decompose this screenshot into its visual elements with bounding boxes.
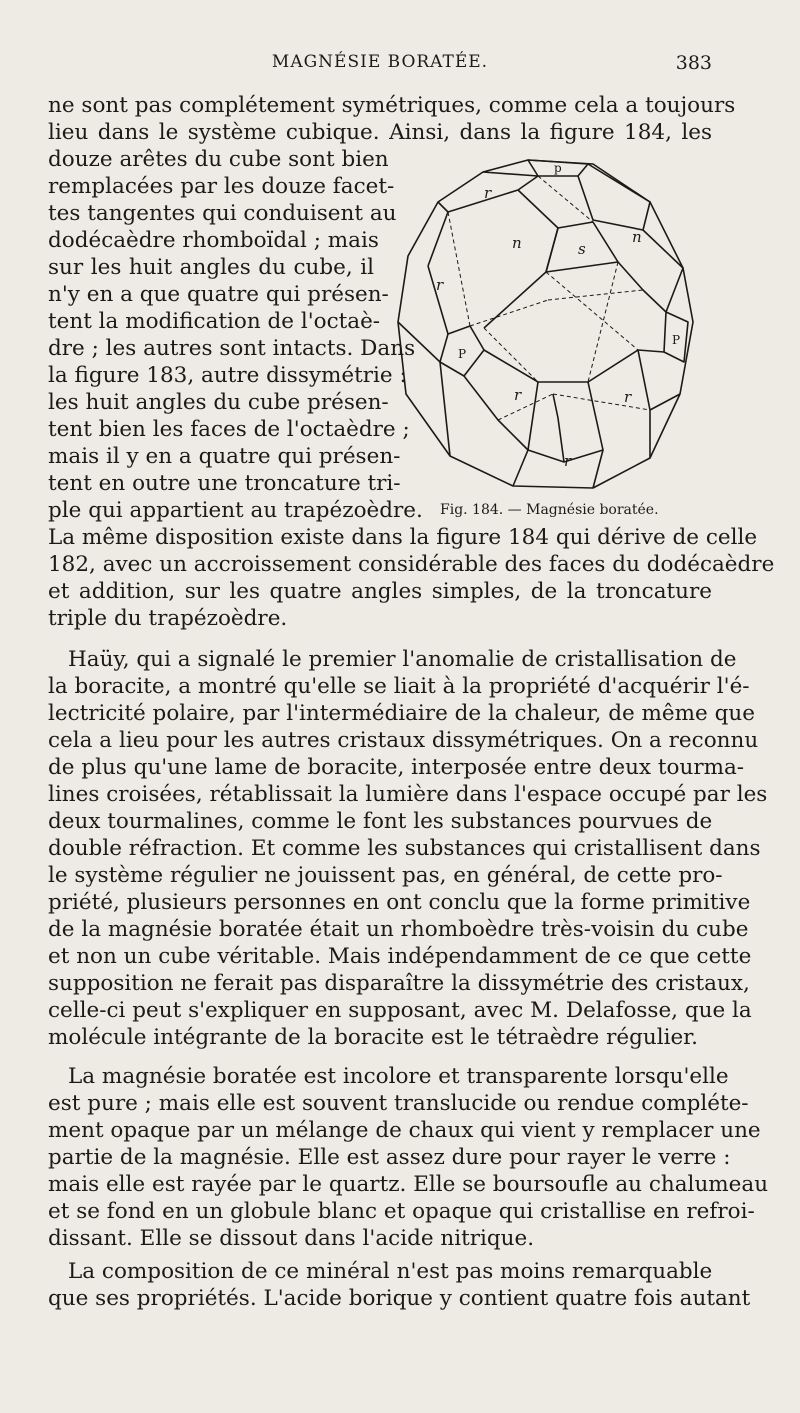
boracite-crystal-drawing xyxy=(388,150,710,502)
text-line: supposition ne ferait pas disparaître la dissymétrie des cristaux, xyxy=(48,971,750,996)
text-line: celle-ci peut s'expliquer en supposant, avec M. Delafosse, que la xyxy=(48,998,752,1023)
text-line: 182, avec un accroissement considérable des faces du dodécaèdre xyxy=(48,552,775,577)
text-line: triple du trapézoèdre. xyxy=(48,606,288,631)
face-label-r-bottom: r xyxy=(564,452,572,470)
text-line: n'y en a que quatre qui présen- xyxy=(48,282,389,307)
text-line: que ses propriétés. L'acide borique y contient quatre fois autant xyxy=(48,1286,751,1311)
text-line: dodécaèdre rhomboïdal ; mais xyxy=(48,228,379,253)
text-line: la boracite, a montré qu'elle se liait à la propriété d'acquérir l'é- xyxy=(48,674,750,699)
face-label-r: r xyxy=(484,184,492,202)
text-line: lines croisées, rétablissait la lumière dans l'espace occupé par les xyxy=(48,782,768,807)
text-line: dre ; les autres sont intacts. Dans xyxy=(48,336,416,361)
text-line: lieu dans le système cubique. Ainsi, dans la figure 184, les xyxy=(48,120,712,145)
text-line: et non un cube véritable. Mais indépendamment de ce que cette xyxy=(48,944,752,969)
text-line: tent en outre une troncature tri- xyxy=(48,471,401,496)
running-title: MAGNÉSIE BORATÉE. xyxy=(271,52,489,72)
text-line: La composition de ce minéral n'est pas moins remarquable xyxy=(68,1259,713,1284)
text-line: de la magnésie boratée était un rhomboèdre très-voisin du cube xyxy=(48,917,749,942)
text-line: sur les huit angles du cube, il xyxy=(48,255,374,280)
text-line: et addition, sur les quatre angles simples, de la troncature xyxy=(48,579,712,604)
running-head xyxy=(48,52,712,76)
text-line: tes tangentes qui conduisent au xyxy=(48,201,397,226)
face-label-r-left: r xyxy=(436,276,444,294)
text-line: les huit angles du cube présen- xyxy=(48,390,389,415)
face-label-P-left: P xyxy=(458,347,467,361)
text-line: tent bien les faces de l'octaèdre ; xyxy=(48,417,410,442)
text-line: de plus qu'une lame de boracite, interposée entre deux tourma- xyxy=(48,755,745,780)
face-label-n-right: n xyxy=(632,228,642,246)
text-line: partie de la magnésie. Elle est assez dure pour rayer le verre : xyxy=(48,1145,731,1170)
text-line: priété, plusieurs personnes en ont conclu que la forme primitive xyxy=(48,890,751,915)
text-line: douze arêtes du cube sont bien xyxy=(48,147,389,172)
text-line: La même disposition existe dans la figure 184 qui dérive de celle xyxy=(48,525,758,550)
crystal-figure xyxy=(388,150,710,502)
figure-caption: Fig. 184. — Magnésie boratée. xyxy=(440,502,659,518)
text-line: deux tourmalines, comme le font les substances pourvues de xyxy=(48,809,713,834)
face-label-r-lower-right: r xyxy=(624,388,632,406)
text-line: Haüy, qui a signalé le premier l'anomalie de cristallisation de xyxy=(68,647,737,672)
text-line: mais il y en a quatre qui présen- xyxy=(48,444,401,469)
text-line: double réfraction. Et comme les substances qui cristallisent dans xyxy=(48,836,761,861)
text-line: dissant. Elle se dissout dans l'acide nitrique. xyxy=(48,1226,535,1251)
text-line: ne sont pas complétement symétriques, comme cela a toujours xyxy=(48,93,736,118)
text-line: mais elle est rayée par le quartz. Elle se boursoufle au chalumeau xyxy=(48,1172,769,1197)
face-label-n-center: n xyxy=(512,234,522,252)
text-line: remplacées par les douze facet- xyxy=(48,174,395,199)
text-line: La magnésie boratée est incolore et transparente lorsqu'elle xyxy=(68,1064,729,1089)
text-line: tent la modification de l'octaè- xyxy=(48,309,381,334)
text-line: le système régulier ne jouissent pas, en général, de cette pro- xyxy=(48,863,723,888)
text-line: ment opaque par un mélange de chaux qui vient y remplacer une xyxy=(48,1118,761,1143)
text-line: lectricité polaire, par l'intermédiaire de la chaleur, de même que xyxy=(48,701,755,726)
face-label-P-right: P xyxy=(672,333,681,347)
text-line: la figure 183, autre dissymétrie : xyxy=(48,363,407,388)
text-line: cela a lieu pour les autres cristaux dissymétriques. On a reconnu xyxy=(48,728,759,753)
text-line: molécule intégrante de la boracite est le tétraèdre régulier. xyxy=(48,1025,698,1050)
text-line: et se fond en un globule blanc et opaque qui cristallise en refroi- xyxy=(48,1199,755,1224)
text-line: ple qui appartient au trapézoèdre. xyxy=(48,498,423,523)
page-number: 383 xyxy=(675,52,712,74)
face-label-s: s xyxy=(578,240,586,258)
face-label-p-top: p xyxy=(554,161,562,175)
text-line: est pure ; mais elle est souvent translucide ou rendue compléte- xyxy=(48,1091,749,1116)
face-label-r-lower: r xyxy=(514,386,522,404)
